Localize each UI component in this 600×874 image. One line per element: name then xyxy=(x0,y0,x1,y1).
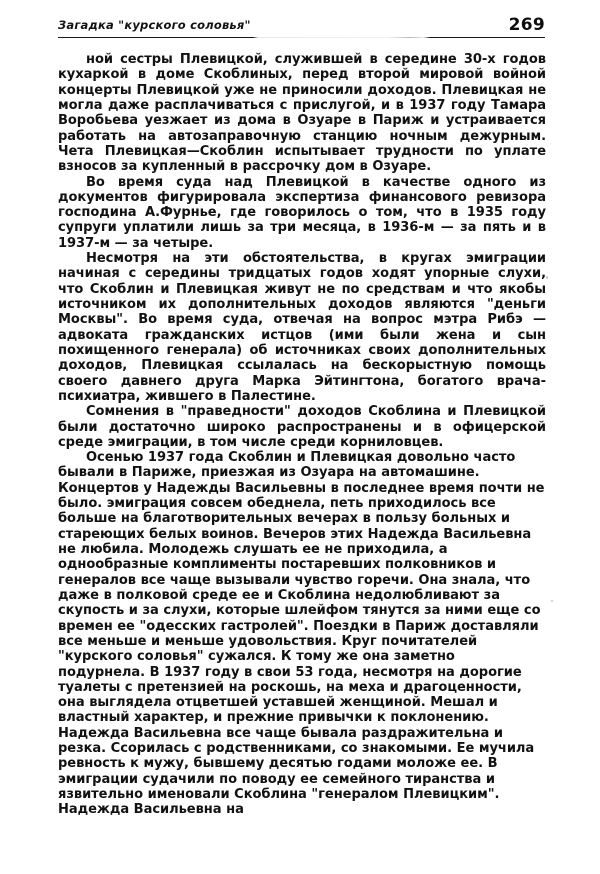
paragraph: Сомнения в "праведности" доходов Скоблина и Плевицкой были достаточно широко распространены и в офицерской среде эмиграции, в том числе среди корниловцев. xyxy=(58,404,546,450)
paragraph: Во время суда над Плевицкой в качестве одного из документов фигурировала экспертиза финансового ревизора господина А.Фурнье, где говорилось о том, что в 1935 году супруги уплатили лишь за три месяца, в 1936-м — за пять и в 1937-м — за четыре. xyxy=(58,174,546,251)
scan-artifact-speck xyxy=(546,276,548,279)
paragraph: Несмотря на эти обстоятельства, в кругах эмиграции начиная с середины тридцатых годов ходят упорные слухи, что Скоблин и Плевицкая живут не по средствам и что якобы источником их дополнительных доходов являются "деньги Москвы". Во время суда, отвечая на вопрос мэтра Рибэ — адвоката гражданских истцов (ими были жена и сын похищенного генерала) об источниках своих дополнительных доходов, Плевицкая ссылалась на бескорыстную помощь своего давнего друга Марка Эйтингтона, богатого врача-психиатра, жившего в Палестине. xyxy=(58,251,546,404)
running-head: Загадка "курского соловья" xyxy=(58,18,251,32)
body-text-column xyxy=(58,52,546,818)
scan-artifact-speck xyxy=(551,600,553,602)
header-rule xyxy=(58,37,545,38)
paragraph: Осенью 1937 года Скоблин и Плевицкая довольно часто бывали в Париже, приезжая из Озуара на автомашине. Концертов у Надежды Васильевны в последнее время почти не было. эмиграция совсем обеднела, петь приходилось все больше на благотворительных вечерах в пользу больных и стареющих белых воинов. Вечеров этих Надежда Васильевна не любила. Молодежь слушать ее не приходила, а однообразные комплименты постаревших полковников и генералов все чаще вызывали чувство горечи. Она знала, что даже в полковой среде ее и Скоблина недолюбливают за скупость и за слухи, которые шлейфом тянутся за ними еще со времен ее "одесских гастролей". Поездки в Париж доставляли все меньше и меньше удовольствия. Круг почитателей "курского соловья" сужался. К тому же она заметно подурнела. В 1937 году в свои 53 года, несмотря на дорогие туалеты с претензией на роскошь, на меха и драгоценности, она выглядела отцветшей уставшей женщиной. Мешал и властный характер, и прежние привычки к поклонению. Надежда Васильевна все чаще бывала раздражительна и резка. Ссорилась с родственниками, со знакомыми. Ее мучила ревность к мужу, бывшему десятью годами моложе ее. В эмиграции судачили по поводу ее семейного тиранства и язвительно именовали Скоблина "генералом Плевицким". Надежда Васильевна на xyxy=(58,450,545,818)
page-header xyxy=(58,15,545,40)
scan-artifact-speck xyxy=(331,117,333,119)
paragraph: ной сестры Плевицкой, служившей в середине 30-х годов кухаркой в доме Скоблиных, перед второй мировой войной концерты Плевицкой уже не приносили доходов. Плевицкая не могла даже расплачиваться с прислугой, и в 1937 году Тамара Воробьева уезжает из дома в Озуаре в Париж и устраивается работать на автозаправочную станцию ночным дежурным. Чета Плевицкая—Скоблин испытывает трудности по уплате взносов за купленный в рассрочку дом в Озуаре. xyxy=(58,52,546,175)
page-number: 269 xyxy=(508,15,545,35)
